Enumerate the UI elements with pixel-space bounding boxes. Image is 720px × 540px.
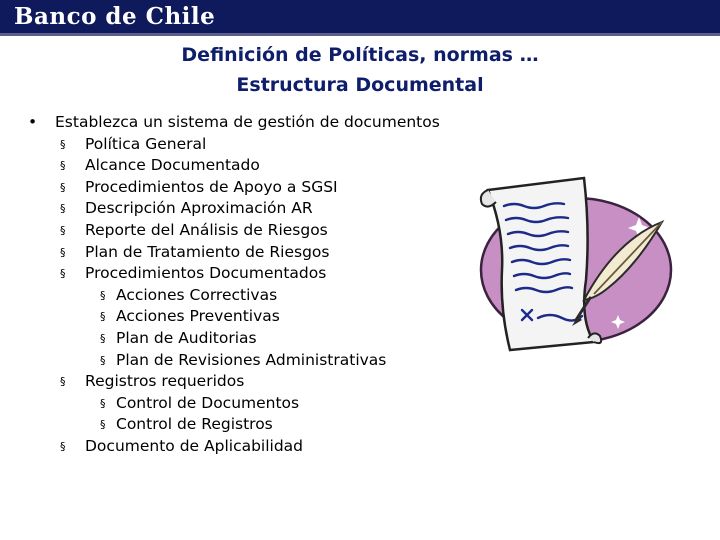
list-item-text: Plan de Revisiones Administrativas (116, 350, 387, 369)
header-bar (0, 0, 720, 36)
document-quill-icon (466, 170, 676, 360)
bullet-marker: § (60, 180, 66, 194)
list-item-text: Documento de Aplicabilidad (85, 436, 304, 455)
bullet-marker: § (100, 418, 106, 432)
list-item (28, 393, 440, 415)
list-item-text: Procedimientos Documentados (85, 264, 327, 283)
list-item-text: Establezca un sistema de gestión de documentos (55, 113, 440, 131)
bullet-list (28, 112, 440, 458)
list-item-text: Alcance Documentado (85, 156, 260, 175)
list-item (28, 306, 440, 328)
list-item (28, 220, 440, 242)
list-item (28, 328, 440, 350)
list-item (28, 134, 440, 156)
bullet-marker: § (100, 396, 106, 410)
bullet-marker: § (100, 353, 106, 367)
bullet-marker: § (60, 137, 66, 151)
bullet-marker: § (60, 202, 66, 216)
title-line-2: Estructura Documental (236, 74, 484, 96)
list-item (28, 285, 440, 307)
list-item-text: Acciones Correctivas (116, 285, 278, 304)
bullet-marker: § (100, 331, 106, 345)
bullet-marker: § (60, 375, 66, 389)
bullet-marker: § (60, 439, 66, 453)
brand-logo: Banco de Chile (14, 3, 216, 30)
bullet-marker: § (60, 223, 66, 237)
list-item (28, 263, 440, 285)
list-item-text: Registros requeridos (85, 372, 245, 391)
bullet-marker: • (28, 113, 38, 131)
list-item (28, 414, 440, 436)
list-item (28, 112, 440, 134)
list-item-text: Reporte del Análisis de Riesgos (85, 220, 328, 239)
bullet-marker: § (60, 267, 66, 281)
bullet-marker: § (100, 288, 106, 302)
list-item-text: Acciones Preventivas (116, 307, 280, 326)
list-item-text: Política General (85, 134, 207, 153)
bullet-marker: § (60, 159, 66, 173)
list-item (28, 177, 440, 199)
title-line-1: Definición de Políticas, normas … (181, 44, 539, 66)
list-item-text: Descripción Aproximación AR (85, 199, 313, 218)
list-item (28, 198, 440, 220)
list-item-text: Control de Documentos (116, 393, 300, 412)
list-item (28, 350, 440, 372)
list-item-text: Control de Registros (116, 415, 273, 434)
list-item (28, 155, 440, 177)
list-item (28, 242, 440, 264)
list-item-text: Procedimientos de Apoyo a SGSI (85, 177, 338, 196)
list-item-text: Plan de Tratamiento de Riesgos (85, 242, 330, 261)
list-item (28, 436, 440, 458)
bullet-marker: § (60, 245, 66, 259)
list-item (28, 371, 440, 393)
list-item-text: Plan de Auditorias (116, 328, 257, 347)
slide-title (0, 40, 720, 100)
bullet-marker: § (100, 310, 106, 324)
